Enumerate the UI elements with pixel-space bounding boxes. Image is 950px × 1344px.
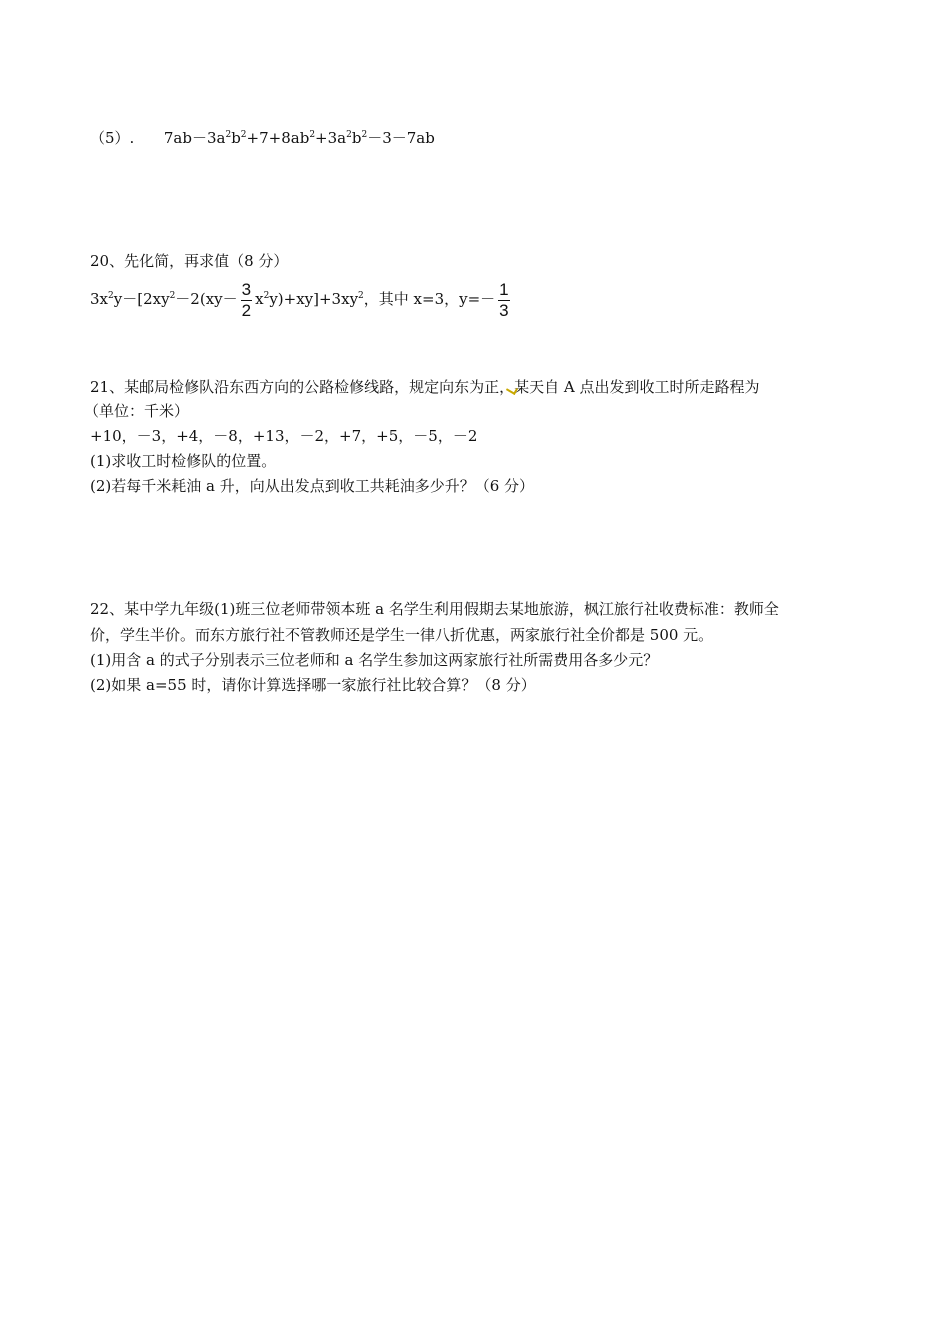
fraction-one-third: $\frac{1}{3}$: [499, 279, 509, 320]
q21-distances: +10，－3，+4，－8，+13，－2，+7，+5，－5，－2: [90, 427, 478, 445]
q22-part1: (1)用含 a 的式子分别表示三位老师和 a 名学生参加这两家旅行社所需费用各多少元？: [90, 651, 659, 669]
q22-line2: 价，学生半价。而东方旅行社不管教师还是学生一律八折优惠，两家旅行社全价都是 500 元。: [90, 626, 714, 644]
q22-line1: 22、某中学九年级(1)班三位老师带领本班 a 名学生利用假期去某地旅游，枫江旅行社收费标准：教师全: [90, 600, 779, 618]
q21-line1: 21、某邮局检修队沿东西方向的公路检修线路，规定向东为正，某天自 A 点出发到收工时所走路程为: [90, 378, 760, 396]
q21-part1: (1)求收工时检修队的位置。: [90, 452, 277, 470]
q20-expression: $3x^2y-[2xy^2-2(xy-$ $\frac{3}{2}$ $x^2y)+xy]+3xy^2$，其中 x=3，y=－ $\frac{1}{3}$: [90, 279, 509, 320]
q21-part2: (2)若每千米耗油 a 升，向从出发点到收工共耗油多少升？（6 分）: [90, 477, 535, 495]
q19-item5-label: （5）.: [90, 129, 135, 147]
q19-item5-expression: $7ab-3a^2b^2+7+8ab^2+3a^2b^2-3-7ab$: [163, 129, 435, 147]
fraction-three-halves: $\frac{3}{2}$: [241, 279, 252, 320]
q19-item5: [90, 128, 435, 148]
q21-line2: （单位：千米）: [84, 402, 190, 420]
q20-title: 20、先化简，再求值（8 分）: [90, 252, 289, 270]
q22-part2: (2)如果 a=55 时，请你计算选择哪一家旅行社比较合算？（8 分）: [90, 676, 536, 694]
